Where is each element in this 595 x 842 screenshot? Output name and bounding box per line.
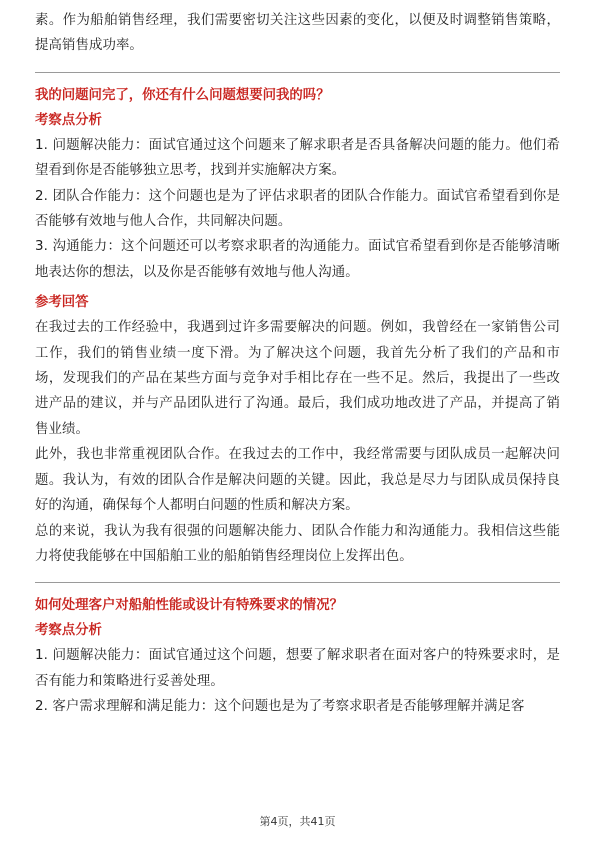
analysis-point: 2. 团队合作能力：这个问题也是为了评估求职者的团队合作能力。面试官希望看到你是否能够有效地与他人合作，共同解决问题。 [35,188,560,230]
analysis-heading: 考察点分析 [35,112,102,128]
analysis-heading: 考察点分析 [35,623,102,639]
answer-paragraph: 总的来说，我认为我有很强的问题解决能力、团队合作能力和沟通能力。我相信这些能力将使我能够在中国船舶工业的船舶销售经理岗位上发挥出色。 [35,523,560,564]
question-title: 我的问题问完了，你还有什么问题想要问我的吗？ [35,87,330,103]
intro-paragraph: 素。作为船舶销售经理，我们需要密切关注这些因素的变化，以便及时调整销售策略，提高销售成功率。 [35,13,560,54]
section-divider [35,582,560,583]
section-divider [35,72,560,73]
answer-paragraph: 在我过去的工作经验中，我遇到过许多需要解决的问题。例如，我曾经在一家销售公司工作，我们的销售业绩一度下滑。为了解决这个问题，我首先分析了我们的产品和市场，发现我们的产品在某些方面与竞争对手相比存在一些不足。然后，我提出了一些改进产品的建议，并与产品团队进行了沟通。最后，我们成功地改进了产品，并提高了销售业绩。 [35,320,560,437]
answer-heading: 参考回答 [35,295,89,311]
analysis-point: 1. 问题解决能力：面试官通过这个问题来了解求职者是否具备解决问题的能力。他们希望看到你是否能够独立思考，找到并实施解决方案。 [35,137,560,179]
answer-paragraph: 此外，我也非常重视团队合作。在我过去的工作中，我经常需要与团队成员一起解决问题。我认为，有效的团队合作是解决问题的关键。因此，我总是尽力与团队成员保持良好的沟通，确保每个人都明白问题的性质和解决方案。 [35,447,560,514]
question-section-2 [35,593,560,719]
analysis-point: 2. 客户需求理解和满足能力：这个问题也是为了考察求职者是否能够理解并满足客 [35,699,525,715]
document-page [35,8,560,720]
question-section-1 [35,83,560,570]
page-number: 第4页，共41页 [259,815,336,828]
analysis-point: 3. 沟通能力：这个问题还可以考察求职者的沟通能力。面试官希望看到你是否能够清晰地表达你的想法，以及你是否能够有效地与他人沟通。 [35,239,560,280]
question-title: 如何处理客户对船舶性能或设计有特殊要求的情况？ [35,598,343,614]
analysis-point: 1. 问题解决能力：面试官通过这个问题，想要了解求职者在面对客户的特殊要求时，是否有能力和策略进行妥善处理。 [35,648,560,689]
